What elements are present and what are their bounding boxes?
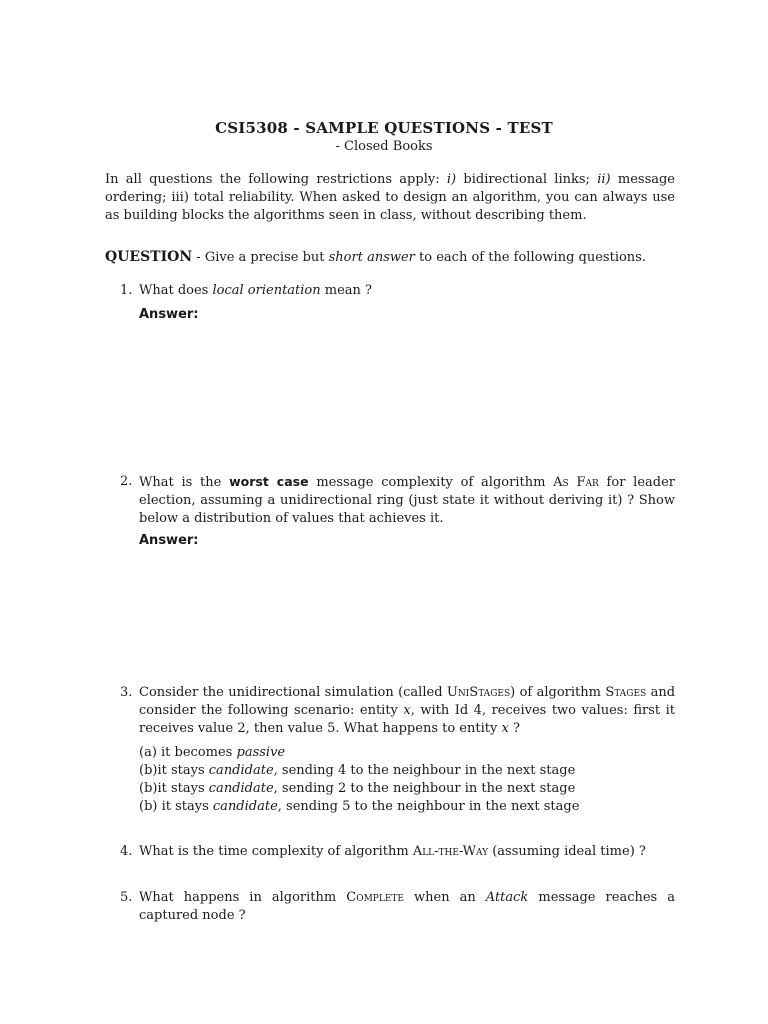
q2-bold: worst case — [229, 474, 309, 489]
question-text — [139, 282, 675, 300]
answer-options — [139, 744, 675, 816]
intro-text-3: message ordering; iii) total reliability. When asked to design an algorithm, you can always use as building blocks the algorithms seen in class, without describing them. — [105, 172, 675, 223]
option-text: , sending 2 to the neighbour in the next stage — [273, 781, 576, 796]
option-emphasis: candidate — [208, 763, 274, 778]
question-4 — [120, 843, 675, 861]
q3-text-1: Consider the unidirectional simulation (called — [139, 685, 447, 700]
option-b3 — [139, 798, 675, 816]
document-subtitle: - Closed Books — [335, 139, 433, 154]
q2-text-2: message complexity of algorithm — [308, 475, 554, 490]
question-header-emphasis: short answer — [328, 250, 415, 265]
instructions-paragraph — [105, 171, 675, 225]
q3-variable-x: x — [403, 703, 411, 718]
question-number: 2. — [120, 474, 133, 489]
q4-text-2: (assuming ideal time) ? — [488, 844, 646, 859]
intro-text-2: bidirectional links; — [456, 172, 598, 187]
q2-algorithm-name: As Far — [553, 475, 599, 490]
question-text — [139, 889, 675, 925]
answer-label-q1: Answer: — [139, 307, 199, 322]
question-header-text-1: - Give a precise but — [192, 250, 329, 265]
option-emphasis: candidate — [208, 781, 274, 796]
q2-text-1: What is the — [139, 475, 230, 490]
question-number: 3. — [120, 685, 133, 700]
q3-algorithm-name-2: Stages — [605, 685, 647, 700]
question-number: 1. — [120, 283, 133, 298]
document-title: CSI5308 - SAMPLE QUESTIONS - TEST — [215, 119, 553, 137]
q5-algorithm-name: Complete — [346, 890, 404, 905]
intro-roman-i: i) — [446, 172, 457, 187]
q5-text-2: when an — [403, 890, 486, 905]
question-text — [139, 843, 675, 861]
option-emphasis: passive — [236, 745, 286, 760]
q5-text-1: What happens in algorithm — [139, 890, 347, 905]
question-number: 5. — [120, 890, 133, 905]
option-a — [139, 744, 675, 762]
intro-roman-ii: ii) — [597, 172, 611, 187]
question-5 — [120, 889, 675, 925]
option-text: (b)it stays — [139, 781, 209, 796]
question-label: QUESTION — [105, 249, 193, 265]
q3-text-3: and consider the following scenario: entity — [139, 685, 676, 718]
q4-text-1: What is the time complexity of algorithm — [139, 844, 413, 859]
q3-variable-x: x — [501, 721, 509, 736]
answer-label-q2: Answer: — [139, 533, 199, 548]
q5-emphasis: Attack — [485, 890, 529, 905]
option-b1 — [139, 762, 675, 780]
q1-text-1: What does — [139, 283, 213, 298]
option-emphasis: candidate — [212, 799, 278, 814]
question-header — [105, 248, 675, 267]
option-text: , sending 5 to the neighbour in the next stage — [277, 799, 580, 814]
intro-text-1: In all questions the following restrictions apply: — [105, 172, 447, 187]
question-number: 4. — [120, 844, 133, 859]
q3-text-5: ? — [508, 721, 520, 736]
q4-algorithm-name: All-the-Way — [412, 844, 489, 859]
q1-text-2: mean ? — [320, 283, 373, 298]
question-1 — [120, 282, 675, 300]
q2-text-3: for leader election, assuming a unidirectional ring (just state it without deriving it) ? Show below a distribution of values that achieves it. — [139, 475, 676, 526]
q1-emphasis: local orientation — [212, 283, 321, 298]
option-text: (b)it stays — [139, 763, 209, 778]
option-text: (a) it becomes — [139, 745, 237, 760]
q3-text-4: , with Id 4, receives two values: first it receives value 2, then value 5. What happens to entity — [139, 703, 675, 736]
question-text — [139, 684, 675, 738]
question-2 — [120, 473, 675, 528]
option-b2 — [139, 780, 675, 798]
question-header-text-2: to each of the following questions. — [414, 250, 646, 265]
question-text — [139, 473, 675, 528]
option-text: (b) it stays — [139, 799, 213, 814]
q3-text-2: ) of algorithm — [510, 685, 606, 700]
option-text: , sending 4 to the neighbour in the next stage — [273, 763, 576, 778]
question-3 — [120, 684, 675, 816]
q3-algorithm-name-1: UniStages — [446, 685, 511, 700]
q5-text-3: message reaches a captured node ? — [139, 890, 676, 923]
